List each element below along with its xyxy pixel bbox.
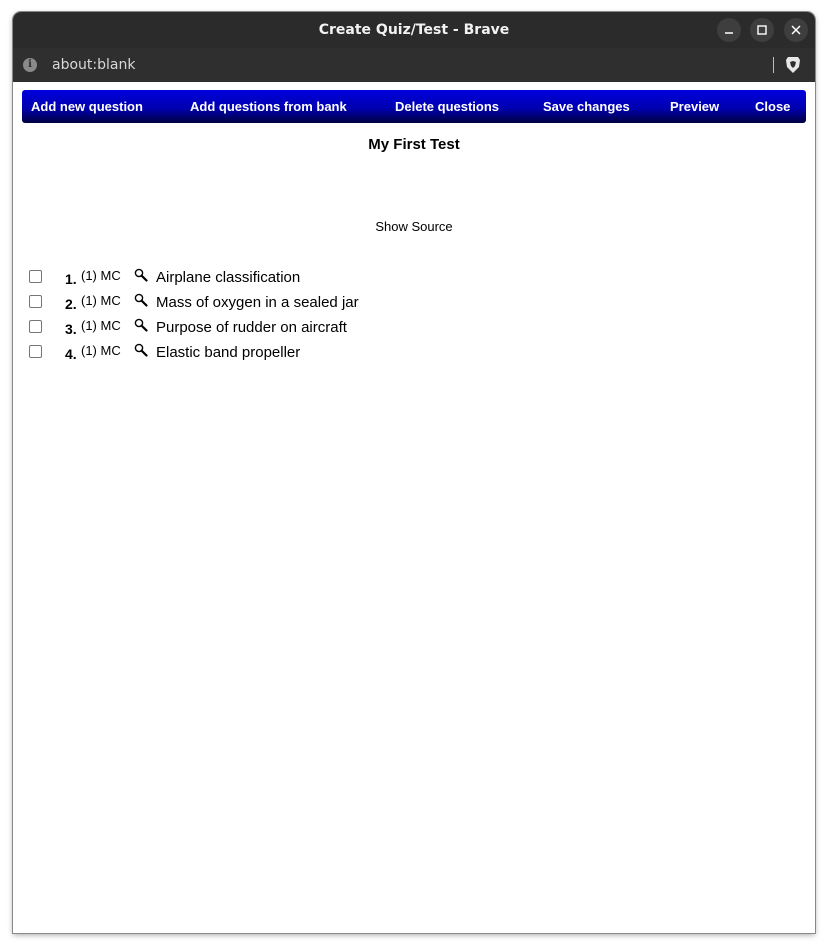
magnifier-icon[interactable]: [134, 343, 148, 357]
minimize-button[interactable]: [717, 18, 741, 42]
question-row: [13, 315, 815, 340]
question-number: 4.: [65, 346, 77, 362]
brave-shield-icon[interactable]: [785, 56, 801, 74]
page-content: [13, 82, 815, 933]
question-row: [13, 290, 815, 315]
minimize-icon: [717, 18, 741, 42]
maximize-icon: [750, 18, 774, 42]
add-questions-from-bank-button[interactable]: Add questions from bank: [190, 99, 347, 114]
question-text[interactable]: Elastic band propeller: [156, 344, 301, 361]
title-bar[interactable]: [13, 12, 815, 48]
question-points-type: (1) MC: [81, 318, 121, 333]
address-bar-divider: [773, 57, 774, 73]
question-checkbox[interactable]: [29, 295, 42, 308]
url-field[interactable]: about:blank: [52, 57, 136, 73]
question-checkbox[interactable]: [29, 345, 42, 358]
info-icon[interactable]: i: [23, 58, 37, 72]
question-points-type: (1) MC: [81, 268, 121, 283]
question-text[interactable]: Purpose of rudder on aircraft: [156, 319, 347, 336]
question-row: [13, 265, 815, 290]
magnifier-icon[interactable]: [134, 268, 148, 282]
save-changes-button[interactable]: Save changes: [543, 99, 630, 114]
question-row: [13, 340, 815, 365]
preview-button[interactable]: Preview: [670, 99, 720, 114]
question-points-type: (1) MC: [81, 343, 121, 358]
show-source-link[interactable]: Show Source: [375, 219, 453, 234]
maximize-button[interactable]: [750, 18, 774, 42]
close-window-button[interactable]: [784, 18, 808, 42]
window-title: Create Quiz/Test - Brave: [318, 22, 510, 38]
delete-questions-button[interactable]: Delete questions: [395, 99, 500, 114]
browser-window: [13, 12, 815, 933]
magnifier-icon[interactable]: [134, 318, 148, 332]
test-title: My First Test: [368, 136, 460, 153]
question-text[interactable]: Airplane classification: [156, 269, 301, 286]
question-points-type: (1) MC: [81, 293, 121, 308]
question-number: 3.: [65, 321, 77, 337]
question-number: 2.: [65, 296, 77, 312]
magnifier-icon[interactable]: [134, 293, 148, 307]
question-checkbox[interactable]: [29, 320, 42, 333]
question-number: 1.: [65, 271, 77, 287]
close-button[interactable]: Close: [755, 99, 791, 114]
close-icon: [784, 18, 808, 42]
address-bar: [13, 48, 815, 82]
add-new-question-button[interactable]: Add new question: [31, 99, 143, 114]
quiz-toolbar: [22, 90, 806, 123]
question-text[interactable]: Mass of oxygen in a sealed jar: [156, 294, 359, 311]
question-checkbox[interactable]: [29, 270, 42, 283]
